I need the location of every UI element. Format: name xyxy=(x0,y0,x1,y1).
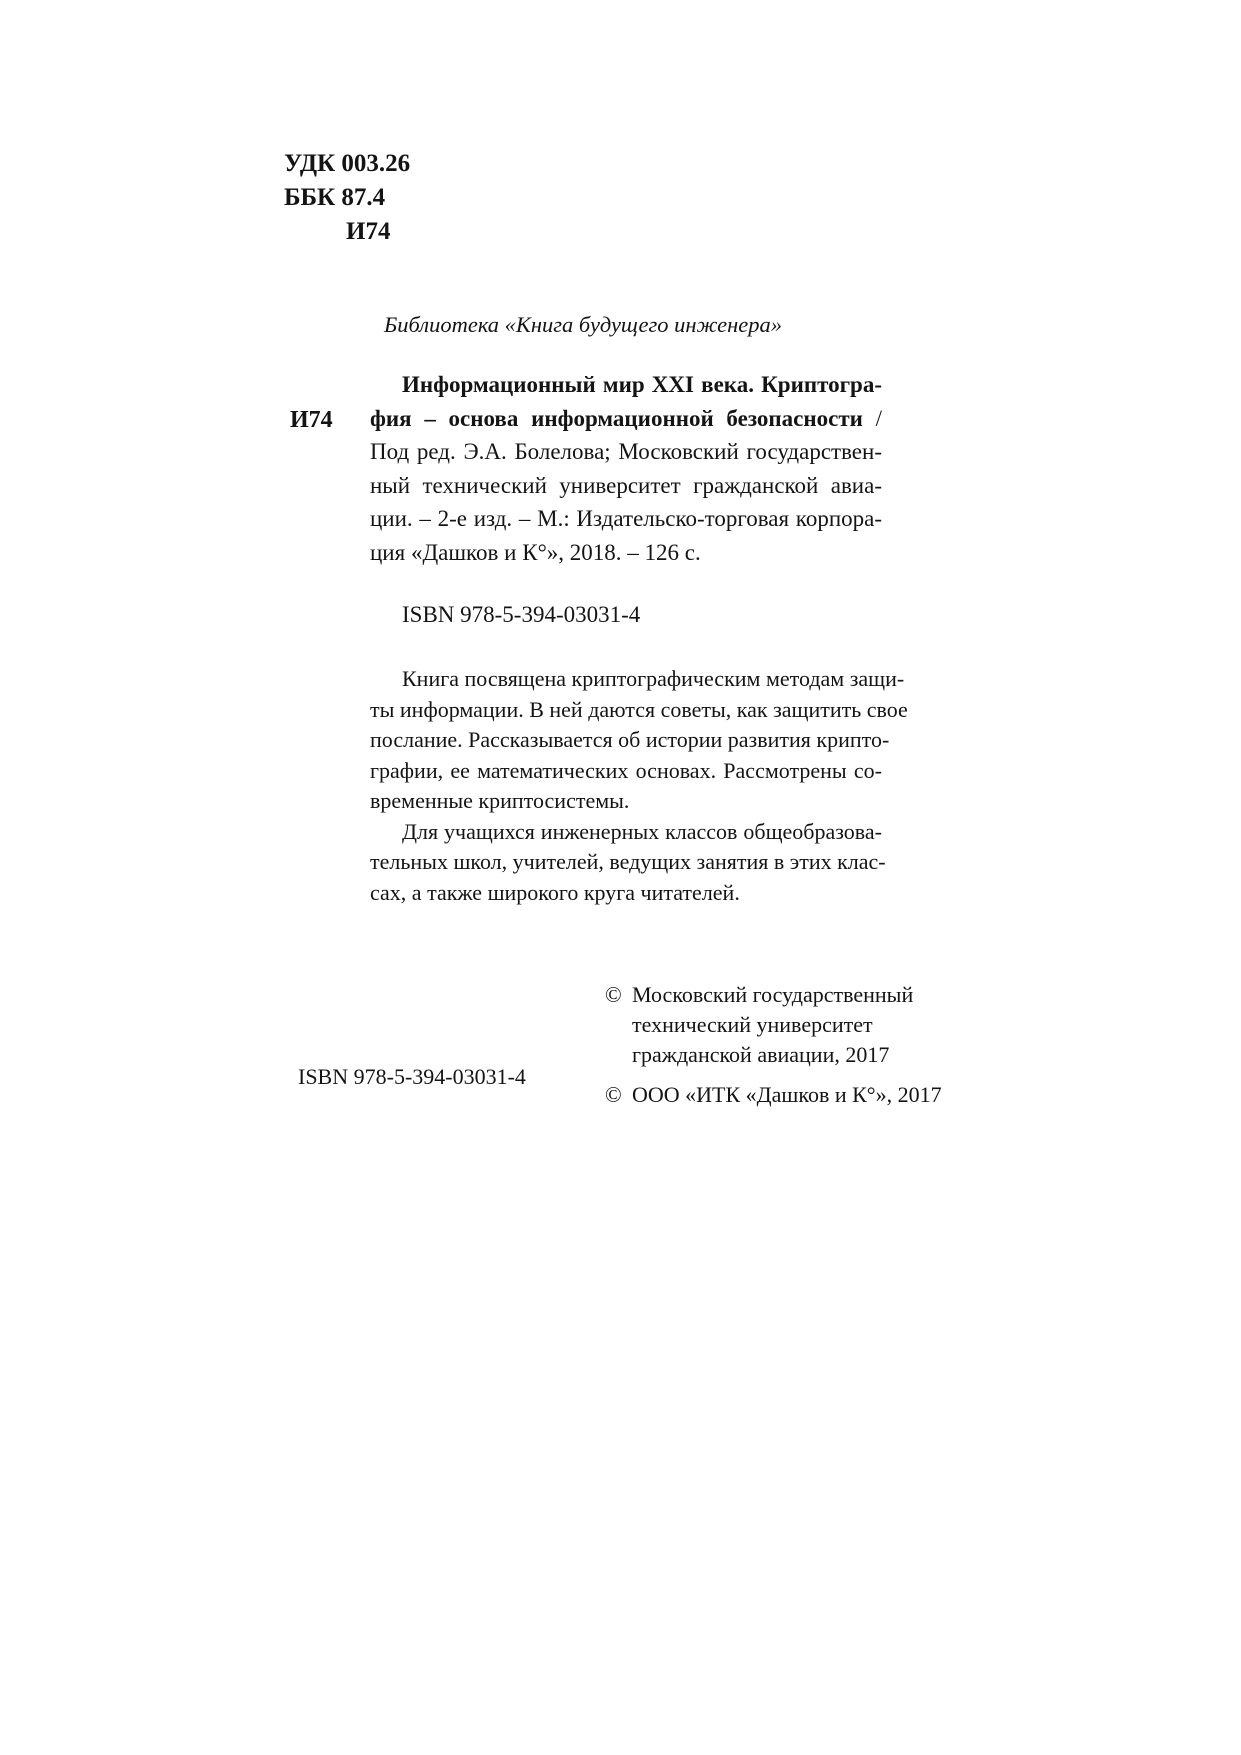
author-mark-entry: И74 xyxy=(290,407,333,433)
copyright-symbol: © xyxy=(605,982,622,1007)
title-line-2-text: фия – основа информационной безопасности xyxy=(370,405,863,431)
annotation xyxy=(370,664,908,908)
copyright-1 xyxy=(605,980,942,1010)
annotation-line: графии, ее математических основах. Рассмотрены со- xyxy=(370,757,882,783)
series-title: Библиотека «Книга будущего инженера» xyxy=(384,312,783,337)
copyright-2 xyxy=(605,1080,942,1110)
entry-line: Под ред. Э.А. Болелова; Московский государствен- xyxy=(370,439,882,464)
author-mark-top: И74 xyxy=(346,218,391,245)
udk-code: УДК 003.26 xyxy=(284,150,411,177)
copyright-1-line: Московский государственный xyxy=(632,982,914,1007)
footer-isbn: ISBN 978-5-394-03031-4 xyxy=(298,1064,526,1089)
title-line-2 xyxy=(370,402,882,436)
copyright-1-line: технический университет xyxy=(632,1012,873,1037)
entry-line: ция «Дашков и К°», 2018. – 126 с. xyxy=(370,539,701,565)
annotation-line: Для учащихся инженерных классов общеобразова- xyxy=(402,818,882,844)
title-slash: / xyxy=(862,405,883,431)
annotation-line: ты информации. В ней даются советы, как защитить свое xyxy=(370,696,908,722)
annotation-line: Книга посвящена криптографическим методам защи- xyxy=(402,666,905,691)
annotation-line: сах, а также широкого круга читателей. xyxy=(370,879,740,905)
bbk-code: ББК 87.4 xyxy=(284,184,386,211)
entry-line: ции. – 2-е изд. – М.: Издательско-торговая корпора- xyxy=(370,506,882,531)
copyright-block xyxy=(605,980,942,1110)
classification-block xyxy=(284,147,410,249)
copyright-2-text: ООО «ИТК «Дашков и К°», 2017 xyxy=(632,1082,942,1107)
copyright-1-line: гражданской авиации, 2017 xyxy=(632,1042,890,1067)
bibliographic-entry xyxy=(370,368,883,569)
annotation-line: тельных школ, учителей, ведущих занятия в этих клас- xyxy=(370,849,886,874)
annotation-line: послание. Рассказывается об истории развития крипто- xyxy=(370,727,890,752)
title-line: Информационный мир XXI века. Криптогра- xyxy=(402,372,882,397)
entry-line: ный технический университет гражданской авиа- xyxy=(370,472,882,498)
annotation-line: временные криптосистемы. xyxy=(370,788,630,813)
isbn: ISBN 978-5-394-03031-4 xyxy=(402,602,641,627)
copyright-symbol: © xyxy=(605,1082,622,1107)
